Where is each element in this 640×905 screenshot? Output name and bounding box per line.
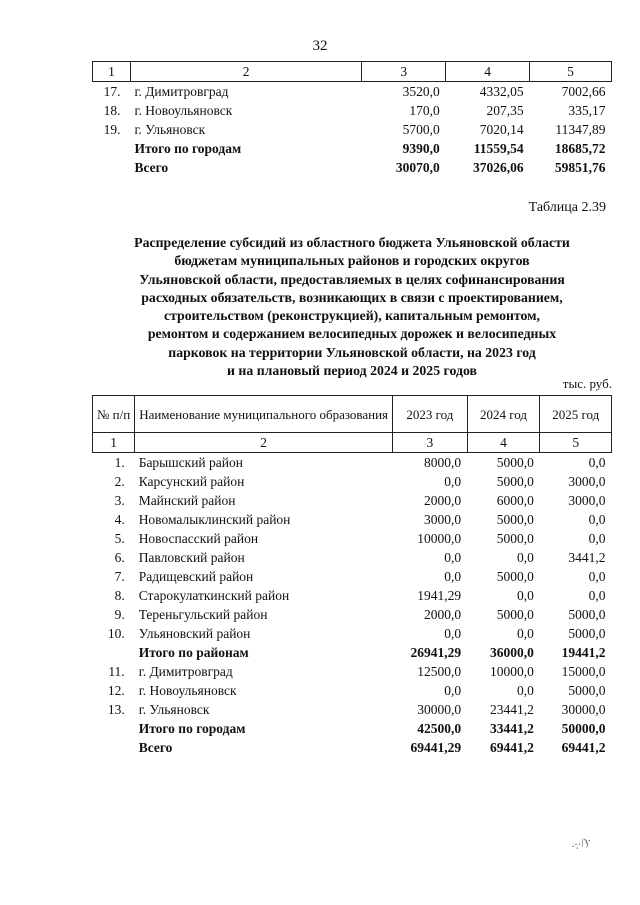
row-value-2025: 18685,72 xyxy=(554,141,606,156)
row-number: 3. xyxy=(114,493,125,508)
row-value-2024: 7020,14 xyxy=(479,122,524,137)
row-value-2024: 5000,0 xyxy=(496,512,534,527)
header-cell: 1 xyxy=(93,433,135,453)
row-number: 1. xyxy=(114,455,125,470)
header-2024: 2024 год xyxy=(467,396,540,433)
title-line: и на плановый период 2024 и 2025 годов xyxy=(227,363,477,379)
row-value-2025: 5000,0 xyxy=(568,626,606,641)
table-header-row xyxy=(93,396,612,433)
row-value-2025: 3000,0 xyxy=(568,493,606,508)
row-value-2025: 59851,76 xyxy=(554,160,606,175)
row-name: Всего xyxy=(138,740,173,755)
row-value-2025: 0,0 xyxy=(588,455,606,470)
header-cell: 3 xyxy=(362,62,446,82)
row-name: Барышский район xyxy=(138,455,243,470)
row-value-2023: 1941,29 xyxy=(417,588,462,603)
row-value-2024: 23441,2 xyxy=(490,702,534,717)
unit-label: тыс. руб. xyxy=(562,376,612,391)
row-number xyxy=(93,643,135,662)
header-name: Наименование муниципального образования xyxy=(135,396,393,433)
row-name: г. Ульяновск xyxy=(134,122,206,137)
row-value-2025: 69441,2 xyxy=(561,740,606,755)
table-row xyxy=(93,101,612,120)
row-name: г. Новоульяновск xyxy=(134,103,233,118)
row-value-2023: 12500,0 xyxy=(417,664,462,679)
column-number-row xyxy=(93,433,612,453)
table-row xyxy=(93,605,612,624)
row-value-2024: 69441,2 xyxy=(490,740,534,755)
table-title xyxy=(92,234,612,380)
row-value-2023: 10000,0 xyxy=(417,531,462,546)
title-line: парковок на территории Ульяновской области, на 2023 год xyxy=(168,344,536,360)
row-number: 17. xyxy=(103,84,121,99)
row-value-2025: 0,0 xyxy=(588,531,606,546)
table-row xyxy=(93,491,612,510)
row-number: 10. xyxy=(107,626,125,641)
title-line: расходных обязательств, возникающих в связи с проектированием, xyxy=(141,289,563,305)
row-value-2024: 37026,06 xyxy=(472,160,524,175)
row-value-2024: 5000,0 xyxy=(496,531,534,546)
row-name: Ульяновский район xyxy=(138,626,251,641)
title-line: Распределение субсидий из областного бюджета Ульяновской области xyxy=(134,235,570,250)
row-value-2024: 11559,54 xyxy=(473,141,524,156)
row-value-2025: 335,17 xyxy=(568,103,606,118)
row-value-2025: 3000,0 xyxy=(568,474,606,489)
row-value-2024: 207,35 xyxy=(486,103,524,118)
row-value-2024: 5000,0 xyxy=(496,607,534,622)
row-value-2025: 11347,89 xyxy=(555,122,606,137)
row-name: Карсунский район xyxy=(138,474,245,489)
row-value-2025: 50000,0 xyxy=(561,721,606,736)
row-value-2025: 5000,0 xyxy=(568,683,606,698)
row-value-2023: 30070,0 xyxy=(395,160,440,175)
table-row xyxy=(93,82,612,102)
row-value-2023: 3000,0 xyxy=(424,512,462,527)
row-value-2025: 15000,0 xyxy=(561,664,606,679)
total-row xyxy=(93,643,612,662)
row-number: 12. xyxy=(107,683,125,698)
row-name: Радищевский район xyxy=(138,569,254,584)
total-row xyxy=(93,158,612,177)
row-value-2023: 0,0 xyxy=(444,683,462,698)
row-value-2025: 3441,2 xyxy=(568,550,606,565)
row-value-2024: 6000,0 xyxy=(496,493,534,508)
row-value-2023: 0,0 xyxy=(444,626,462,641)
title-line: строительством (реконструкцией), капитальным ремонтом, xyxy=(163,308,540,324)
page-number: 32 xyxy=(312,38,328,54)
row-value-2023: 2000,0 xyxy=(424,607,462,622)
title-line: Ульяновской области, предоставляемых в целях софинансирования xyxy=(139,271,565,287)
row-number: 19. xyxy=(103,122,121,137)
row-number: 6. xyxy=(114,550,125,565)
row-value-2025: 0,0 xyxy=(588,588,606,603)
table-row xyxy=(93,662,612,681)
row-name: Итого по районам xyxy=(138,645,249,660)
row-name: Новоспасский район xyxy=(138,531,259,546)
header-cell: 2 xyxy=(135,433,393,453)
header-cell: 1 xyxy=(93,62,131,82)
row-value-2023: 42500,0 xyxy=(417,721,462,736)
table-row xyxy=(93,453,612,473)
total-row xyxy=(93,719,612,738)
row-value-2023: 170,0 xyxy=(409,103,440,118)
row-value-2024: 4332,05 xyxy=(479,84,524,99)
row-value-2023: 26941,29 xyxy=(410,645,462,660)
row-number: 7. xyxy=(114,569,125,584)
row-number: 8. xyxy=(114,588,125,603)
row-value-2023: 69441,29 xyxy=(410,740,462,755)
row-value-2024: 33441,2 xyxy=(490,721,534,736)
table-row xyxy=(93,681,612,700)
row-value-2023: 2000,0 xyxy=(424,493,462,508)
row-name: Тереньгульский район xyxy=(138,607,268,622)
table-row xyxy=(93,120,612,139)
header-cell: 2 xyxy=(130,62,361,82)
title-line: бюджетам муниципальных районов и городских округов xyxy=(174,253,530,269)
table-row xyxy=(93,567,612,586)
row-name: Итого по городам xyxy=(134,141,242,156)
row-value-2025: 7002,66 xyxy=(561,84,606,99)
continued-table xyxy=(92,61,612,177)
row-value-2023: 30000,0 xyxy=(417,702,462,717)
column-number-row xyxy=(93,62,612,82)
row-number: 4. xyxy=(114,512,125,527)
row-value-2024: 0,0 xyxy=(517,588,534,603)
row-value-2024: 10000,0 xyxy=(490,664,534,679)
row-value-2025: 19441,2 xyxy=(561,645,606,660)
header-cell: 5 xyxy=(530,62,612,82)
row-value-2023: 9390,0 xyxy=(402,141,440,156)
table-row xyxy=(93,529,612,548)
table-row xyxy=(93,700,612,719)
row-number: 2. xyxy=(114,474,125,489)
header-cell: 5 xyxy=(540,433,612,453)
row-name: г. Димитровград xyxy=(138,664,233,679)
row-value-2024: 5000,0 xyxy=(496,569,534,584)
row-number xyxy=(93,158,131,177)
header-2023: 2023 год xyxy=(393,396,468,433)
table-label: Таблица 2.39 xyxy=(528,200,606,215)
row-value-2023: 8000,0 xyxy=(424,455,462,470)
row-name: Новомалыклинский район xyxy=(138,512,291,527)
header-cell: 4 xyxy=(467,433,540,453)
row-name: г. Новоульяновск xyxy=(138,683,237,698)
row-value-2024: 0,0 xyxy=(517,626,534,641)
table-row xyxy=(93,510,612,529)
row-name: Майнский район xyxy=(138,493,236,508)
table-row xyxy=(93,624,612,643)
row-name: Всего xyxy=(134,160,169,175)
row-number: 18. xyxy=(103,103,121,118)
row-name: г. Ульяновск xyxy=(138,702,210,717)
table-row xyxy=(93,586,612,605)
row-value-2025: 5000,0 xyxy=(568,607,606,622)
row-value-2025: 0,0 xyxy=(588,512,606,527)
total-row xyxy=(93,738,612,757)
row-number xyxy=(93,738,135,757)
row-value-2024: 5000,0 xyxy=(496,474,534,489)
row-value-2024: 0,0 xyxy=(517,550,534,565)
header-cell: 3 xyxy=(393,433,468,453)
header-2025: 2025 год xyxy=(540,396,612,433)
row-value-2023: 0,0 xyxy=(444,474,462,489)
row-value-2023: 0,0 xyxy=(444,569,462,584)
row-value-2025: 30000,0 xyxy=(561,702,606,717)
total-row xyxy=(93,139,612,158)
row-value-2023: 3520,0 xyxy=(402,84,440,99)
row-value-2024: 5000,0 xyxy=(496,455,534,470)
row-name: Старокулаткинский район xyxy=(138,588,290,603)
row-number: 5. xyxy=(114,531,125,546)
row-value-2024: 36000,0 xyxy=(490,645,534,660)
row-value-2025: 0,0 xyxy=(588,569,606,584)
row-number xyxy=(93,139,131,158)
row-value-2023: 0,0 xyxy=(444,550,462,565)
signature-mark: ·:·/)· xyxy=(569,834,594,854)
header-cell: 4 xyxy=(446,62,530,82)
row-number: 11. xyxy=(108,664,125,679)
row-number xyxy=(93,719,135,738)
header-num: № п/п xyxy=(93,396,135,433)
row-number: 13. xyxy=(107,702,125,717)
row-name: Павловский район xyxy=(138,550,245,565)
row-value-2023: 5700,0 xyxy=(402,122,440,137)
row-value-2024: 0,0 xyxy=(517,683,534,698)
table-row xyxy=(93,472,612,491)
row-name: г. Димитровград xyxy=(134,84,229,99)
row-number: 9. xyxy=(114,607,125,622)
table-row xyxy=(93,548,612,567)
row-name: Итого по городам xyxy=(138,721,246,736)
title-line: ремонтом и содержанием велосипедных дорожек и велосипедных xyxy=(147,326,557,342)
subsidy-table xyxy=(92,395,612,757)
